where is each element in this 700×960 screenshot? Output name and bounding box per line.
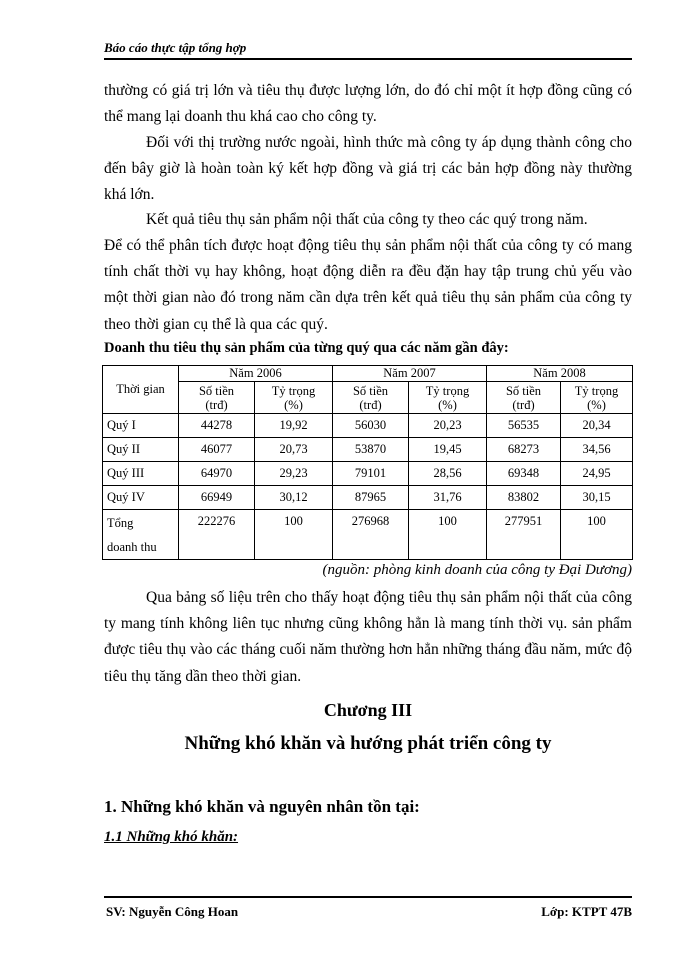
table-header-row — [103, 366, 633, 382]
table-cell: 19,45 — [409, 438, 487, 462]
section-heading: 1. Những khó khăn và nguyên nhân tồn tại: — [104, 797, 420, 816]
table-cell: 56030 — [333, 414, 409, 438]
paragraph-3: Kết quả tiêu thụ sản phẩm nội thất của công ty theo các quý trong năm. — [146, 211, 588, 228]
row-label: Quý II — [103, 438, 179, 462]
subsection-heading: 1.1 Những khó khăn: — [104, 829, 239, 845]
table-caption: Doanh thu tiêu thụ sản phẩm của từng quý qua các năm gần đây: — [104, 340, 509, 356]
table-cell: 277951 — [487, 510, 561, 560]
table-row — [103, 414, 633, 438]
table-cell: 19,92 — [255, 414, 333, 438]
total-label: Tổng doanh thu — [103, 510, 179, 560]
table-cell: 79101 — [333, 462, 409, 486]
table-cell: 31,76 — [409, 486, 487, 510]
table-row — [103, 462, 633, 486]
revenue-table — [102, 365, 633, 560]
footer-student: SV: Nguyễn Công Hoan — [106, 904, 239, 919]
page-footer — [104, 896, 632, 920]
table-cell: 34,56 — [561, 438, 633, 462]
table-cell: 222276 — [179, 510, 255, 560]
table-cell: 30,12 — [255, 486, 333, 510]
amount-header: Số tiền (trđ) — [487, 382, 561, 414]
table-cell: 20,73 — [255, 438, 333, 462]
year-header: Năm 2006 — [179, 366, 333, 382]
table-cell: 87965 — [333, 486, 409, 510]
table-total-row — [103, 510, 633, 560]
table-cell: 100 — [255, 510, 333, 560]
table-cell: 46077 — [179, 438, 255, 462]
table-row — [103, 486, 633, 510]
table-subheader-row — [103, 382, 633, 414]
table-cell: 20,23 — [409, 414, 487, 438]
table-cell: 68273 — [487, 438, 561, 462]
table-cell: 100 — [561, 510, 633, 560]
share-header: Tỷ trọng (%) — [561, 382, 633, 414]
paragraph-2: Đối với thị trường nước ngoài, hình thức mà công ty áp dụng thành công cho đến bây giờ là hoàn toàn ký kết hợp đồng và giá trị các bản hợp đồng này thường khá lớn. — [104, 134, 632, 204]
row-label: Quý IV — [103, 486, 179, 510]
table-cell: 69348 — [487, 462, 561, 486]
chapter-title: Những khó khăn và hướng phát triển công ty — [184, 733, 552, 754]
row-label: Quý I — [103, 414, 179, 438]
paragraph-4: Để có thể phân tích được hoạt động tiêu thụ sản phẩm nội thất của công ty có mang tính chất thời vụ hay không, hoạt động diễn ra đều đặn hay tập trung chủ yếu vào một thời gian nào đó trong năm cần dựa trên kết quả tiêu thụ sản phẩm của công ty theo thời gian cụ thể là qua các quý. — [104, 237, 632, 333]
paragraph-1: thường có giá trị lớn và tiêu thụ được lượng lớn, do đó chỉ một ít hợp đồng cũng có thể mang lại doanh thu khá cao cho công ty. — [104, 82, 632, 126]
table-cell: 30,15 — [561, 486, 633, 510]
table-cell: 83802 — [487, 486, 561, 510]
period-header: Thời gian — [103, 366, 179, 414]
source-note: (nguồn: phòng kinh doanh của công ty Đại Dương) — [322, 562, 632, 578]
table-cell: 100 — [409, 510, 487, 560]
table-cell: 276968 — [333, 510, 409, 560]
table-cell: 29,23 — [255, 462, 333, 486]
share-header: Tỷ trọng (%) — [409, 382, 487, 414]
table-cell: 64970 — [179, 462, 255, 486]
table-cell: 66949 — [179, 486, 255, 510]
table-cell: 24,95 — [561, 462, 633, 486]
footer-class: Lớp: KTPT 47B — [541, 904, 632, 919]
table-cell: 20,34 — [561, 414, 633, 438]
amount-header: Số tiền (trđ) — [333, 382, 409, 414]
amount-header: Số tiền (trđ) — [179, 382, 255, 414]
chapter-number: Chương III — [323, 700, 413, 720]
paragraph-5: Qua bảng số liệu trên cho thấy hoạt động tiêu thụ sản phẩm nội thất của công ty mang tính không liên tục nhưng cũng không hẳn là mang tính thời vụ. sản phẩm được tiêu thụ vào các tháng cuối năm thường hơn hẳn những tháng đầu năm, mức độ tiêu thụ tăng dần theo thời gian. — [104, 589, 632, 685]
row-label: Quý III — [103, 462, 179, 486]
table-cell: 56535 — [487, 414, 561, 438]
table-cell: 28,56 — [409, 462, 487, 486]
share-header: Tỷ trọng (%) — [255, 382, 333, 414]
table-row — [103, 438, 633, 462]
header-title: Báo cáo thực tập tổng hợp — [104, 40, 247, 55]
page-header — [104, 40, 632, 60]
table-cell: 44278 — [179, 414, 255, 438]
year-header: Năm 2008 — [487, 366, 633, 382]
year-header: Năm 2007 — [333, 366, 487, 382]
table-cell: 53870 — [333, 438, 409, 462]
